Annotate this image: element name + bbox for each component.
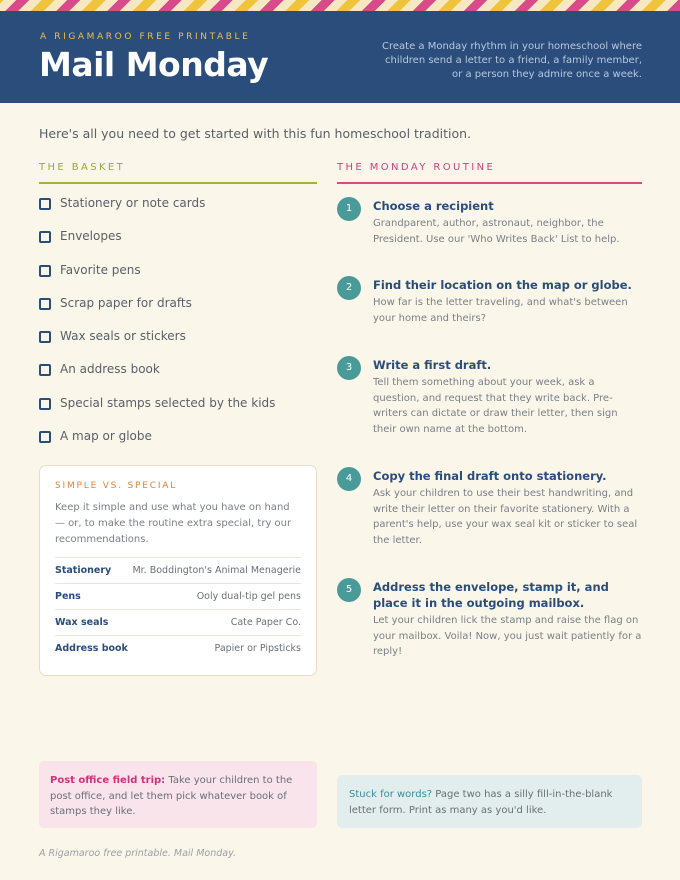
callout-label: Stuck for words? <box>349 789 433 800</box>
rec-key: Address book <box>55 636 129 662</box>
header-kicker: A RIGAMAROO FREE PRINTABLE <box>40 32 251 42</box>
simple-vs-special-card <box>39 465 317 676</box>
header-tagline: Create a Monday rhythm in your homeschool where children send a letter to a friend, a family member, or a person they admire once a week. <box>382 41 642 80</box>
checklist-item-label: Special stamps selected by the kids <box>60 395 276 410</box>
rec-value: Mr. Boddington's Animal Menagerie <box>129 558 301 584</box>
step-text: Let your children lick the stamp and raise the flag on your mailbox. Voila! Now, you just wait patiently for a reply! <box>373 615 642 657</box>
checkbox[interactable] <box>39 298 51 310</box>
table-row <box>55 636 301 662</box>
checklist-item[interactable] <box>39 263 319 296</box>
step-title: Address the envelope, stamp it, and place it in the outgoing mailbox. <box>373 580 609 610</box>
checkbox[interactable] <box>39 431 51 443</box>
rec-key: Wax seals <box>55 610 129 636</box>
checklist-item-label: An address book <box>60 362 160 377</box>
step-text: Ask your children to use their best handwriting, and write their letter on their favorite stationery. With a parent's help, use your wax seal kit or sticker to seal the letter. <box>373 488 638 546</box>
table-row <box>55 584 301 610</box>
header-banner <box>0 11 680 103</box>
step-title: Copy the final draft onto stationery. <box>373 469 607 483</box>
checklist-item[interactable] <box>39 429 319 462</box>
checkbox[interactable] <box>39 398 51 410</box>
checklist-item-label: A map or globe <box>60 429 152 444</box>
callout-label: Post office field trip: <box>50 775 166 786</box>
checklist-item[interactable] <box>39 296 319 329</box>
page-title: Mail Monday <box>39 45 269 84</box>
rec-key: Stationery <box>55 558 129 584</box>
checklist-item[interactable] <box>39 396 319 429</box>
step-number-badge: 3 <box>337 356 361 380</box>
card-text: Keep it simple and use what you have on hand — or, to make the routine extra special, try our recommendations. <box>55 502 292 545</box>
checklist-item[interactable] <box>39 329 319 362</box>
checklist-item-label: Scrap paper for drafts <box>60 295 192 310</box>
footer-note: A Rigamaroo free printable. Mail Monday. <box>39 848 236 859</box>
step-text: Tell them something about your week, ask a question, and request that they write back. Pre-writers can dictate or draw their letter, then sign their own name at the bottom. <box>373 377 618 435</box>
rec-value: Cate Paper Co. <box>129 610 301 636</box>
decorative-stripe <box>0 0 680 11</box>
checklist-item-label: Wax seals or stickers <box>60 329 186 344</box>
basket-heading: THE BASKET <box>39 162 317 184</box>
checkbox[interactable] <box>39 331 51 343</box>
step-text: Grandparent, author, astronaut, neighbor, the President. Use our 'Who Writes Back' List to help. <box>373 218 620 245</box>
routine-heading: THE MONDAY ROUTINE <box>337 162 642 184</box>
step-number-badge: 1 <box>337 197 361 221</box>
recommendations-table <box>55 557 301 662</box>
table-row <box>55 558 301 584</box>
rec-value: Papier or Pipsticks <box>129 636 301 662</box>
checkbox[interactable] <box>39 231 51 243</box>
card-title: SIMPLE VS. SPECIAL <box>55 481 178 491</box>
rec-key: Pens <box>55 584 129 610</box>
rec-value: Ooly dual-tip gel pens <box>129 584 301 610</box>
step-title: Write a first draft. <box>373 358 492 372</box>
checkbox[interactable] <box>39 364 51 376</box>
checklist-item-label: Favorite pens <box>60 262 141 277</box>
step-number-badge: 4 <box>337 467 361 491</box>
checklist-item-label: Envelopes <box>60 229 122 244</box>
checklist-item[interactable] <box>39 229 319 262</box>
checklist-item-label: Stationery or note cards <box>60 196 206 210</box>
checkbox[interactable] <box>39 198 51 210</box>
callout-text: Page two has a silly fill-in-the-blank letter form. Print as many as you'd like. <box>349 789 613 816</box>
callout-text: Take your children to the post office, and let them pick whatever book of stamps they like. <box>50 775 293 817</box>
step-text: How far is the letter traveling, and what's between your home and theirs? <box>373 297 628 324</box>
stuck-for-words-callout <box>337 775 642 828</box>
checkbox[interactable] <box>39 265 51 277</box>
checklist-item[interactable] <box>39 362 319 395</box>
checklist-item[interactable] <box>39 196 319 229</box>
step-title: Choose a recipient <box>373 199 494 213</box>
step-number-badge: 2 <box>337 276 361 300</box>
table-row <box>55 610 301 636</box>
step-title: Find their location on the map or globe. <box>373 278 632 292</box>
field-trip-callout <box>39 761 317 828</box>
step-number-badge: 5 <box>337 578 361 602</box>
intro-text: Here's all you need to get started with this fun homeschool tradition. <box>39 126 472 141</box>
basket-checklist <box>39 196 319 462</box>
